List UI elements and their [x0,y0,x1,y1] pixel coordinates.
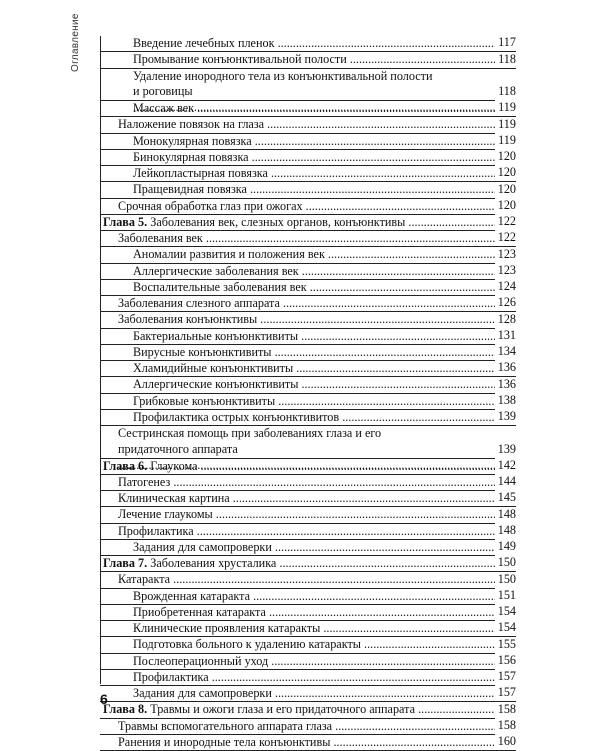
toc-chapter [100,459,516,475]
toc-entry-title: Воспалительные заболевания век [133,279,307,294]
toc-entry-page: 144 [495,474,516,490]
toc-entry-title-cont: придаточного аппарата [118,441,238,456]
toc-entry [100,524,516,540]
toc-entry-title: Травмы и ожоги глаза и его придаточного аппарата [150,702,416,717]
toc-entry-title: Пращевидная повязка [133,182,247,197]
table-of-contents [100,36,516,751]
toc-entry [100,361,516,377]
chapter-label: Глава 5. [103,214,148,229]
toc-entry-title: Введение лечебных пленок [133,36,275,50]
toc-entry-page: 155 [495,637,516,653]
toc-entry-page: 142 [495,458,516,474]
toc-entry-title: Профилактика [133,669,209,684]
toc-entry-page: 120 [495,198,516,214]
toc-entry-page: 158 [495,702,516,718]
toc-entry-page: 123 [495,263,516,279]
toc-entry-title: Задания для самопроверки [133,539,272,554]
toc-entry [100,719,516,735]
toc-entry-title: Глаукома [150,458,198,473]
toc-entry-page: 119 [495,117,516,133]
toc-entry [100,247,516,263]
toc-entry [100,621,516,637]
toc-entry-page: 128 [495,312,516,328]
running-header: Оглавление [70,13,81,72]
toc-entry-page: 139 [495,409,516,425]
toc-entry [100,280,516,296]
toc-entry-title: Лейкопластырная повязка [133,166,268,180]
toc-entry-page: 148 [495,523,516,539]
toc-entry-page: 157 [495,685,516,701]
toc-entry-page: 145 [495,490,516,506]
toc-entry-title: Катаракта [118,572,171,587]
toc-entry [100,735,516,751]
toc-entry-page: 154 [495,604,516,620]
toc-entry-title: Массаж век [133,101,195,115]
page-number: 6 [100,691,108,707]
toc-entry-page: 157 [495,669,516,685]
toc-entry-title: Заболевания век [118,231,203,245]
toc-entry-title-cont: и роговицы [133,84,193,99]
toc-chapter [100,215,516,231]
toc-entry-title: Наложение повязок на глаза [118,117,265,132]
toc-entry-title: Патогенез [118,474,171,489]
toc-entry [100,117,516,133]
toc-entry-page: 120 [495,165,516,181]
toc-entry [100,540,516,556]
toc-entry-page: 122 [495,230,516,246]
toc-entry-title: Промывание конъюнктивальной полости [133,52,347,67]
toc-entry-title: Заболевания слезного аппарата [118,296,280,310]
toc-entry [100,329,516,345]
toc-entry [100,345,516,361]
toc-entry-title: Клиническая картина [118,491,230,505]
toc-entry [100,101,516,117]
toc-entry [100,36,516,52]
toc-entry-title: Аллергические заболевания век [133,263,299,278]
toc-entry-page: 124 [495,279,516,295]
toc-entry-title: Сестринская помощь при заболеваниях глаза и его [118,426,382,440]
toc-entry-page: 117 [495,35,516,51]
toc-entry [100,134,516,150]
toc-entry-title: Аномалии развития и положения век [133,247,325,262]
toc-entry-page: 118 [495,52,516,68]
toc-entry [100,296,516,312]
toc-entry-page: 126 [495,295,516,311]
toc-entry-page: 149 [495,539,516,555]
chapter-label: Глава 8. [103,702,148,717]
toc-entry-page: 154 [495,620,516,636]
toc-entry [100,312,516,328]
toc-entry-title: Заболевания век, слезных органов, конъюнктивы [150,214,406,229]
toc-entry-title: Бактериальные конъюнктивиты [133,328,299,343]
toc-entry-title: Аллергические конъюнктивиты [133,377,299,392]
toc-entry-title: Срочная обработка глаз при ожогах [118,198,303,213]
toc-entry [100,654,516,670]
toc-entry-page: 131 [495,328,516,344]
toc-entry [100,166,516,182]
toc-entry-page: 160 [495,734,516,750]
toc-entry [100,69,516,102]
toc-entry-title: Задания для самопроверки [133,686,272,700]
toc-entry-title: Профилактика острых конъюнктивитов [133,409,340,424]
toc-entry [100,637,516,653]
toc-entry-page: 118 [495,84,516,100]
toc-entry-page: 136 [495,377,516,393]
toc-chapter [100,556,516,572]
toc-entry-page: 150 [495,555,516,571]
toc-entry-title: Подготовка больного к удалению катаракты [133,637,361,652]
toc-entry-title: Клинические проявления катаракты [133,621,321,635]
toc-entry [100,475,516,491]
toc-entry [100,670,516,686]
toc-entry [100,410,516,426]
toc-entry [100,605,516,621]
toc-entry-page: 120 [495,182,516,198]
toc-entry [100,426,516,459]
toc-entry-page: 119 [495,133,516,149]
toc-entry [100,150,516,166]
toc-entry-title: Бинокулярная повязка [133,149,249,164]
toc-entry [100,507,516,523]
toc-entry-page: 134 [495,344,516,360]
toc-entry-title: Заболевания конъюнктивы [118,312,258,327]
toc-entry-page: 123 [495,247,516,263]
toc-entry [100,264,516,280]
chapter-label: Глава 6. [103,458,148,473]
toc-entry-page: 120 [495,149,516,165]
toc-entry-page: 136 [495,360,516,376]
toc-entry [100,686,516,702]
chapter-label: Глава 7. [103,556,148,570]
toc-entry-page: 151 [495,588,516,604]
toc-entry-title: Грибковые конъюнктивиты [133,393,276,408]
toc-entry-title: Заболевания хрусталика [150,556,277,570]
toc-entry [100,491,516,507]
toc-entry-title: Приобретенная катаракта [133,604,266,619]
toc-entry-title: Вирусные конъюнктивиты [133,344,272,359]
toc-entry [100,182,516,198]
toc-entry [100,199,516,215]
toc-entry-page: 156 [495,653,516,669]
toc-entry-page: 122 [495,214,516,230]
toc-entry-page: 158 [495,718,516,734]
toc-entry-title: Ранения и инородные тела конъюнктивы [118,734,331,749]
toc-entry-title: Хламидийные конъюнктивиты [133,361,294,375]
toc-entry-title: Удаление инородного тела из конъюнктивальной полости [133,68,433,83]
toc-entry [100,589,516,605]
toc-entry-page: 138 [495,393,516,409]
toc-entry-title: Врожденная катаракта [133,588,251,603]
toc-entry [100,572,516,588]
toc-entry-title: Профилактика [118,523,194,538]
toc-chapter [100,702,516,718]
toc-entry-page: 139 [495,442,516,458]
toc-entry-page: 119 [495,100,516,116]
toc-entry-page: 148 [495,507,516,523]
toc-entry [100,52,516,68]
toc-entry-title: Лечение глаукомы [118,507,213,522]
toc-entry-title: Послеоперационный уход [133,653,269,668]
toc-entry [100,231,516,247]
toc-entry [100,394,516,410]
toc-entry [100,377,516,393]
toc-entry-title: Травмы вспомогательного аппарата глаза [118,718,333,733]
toc-entry-title: Монокулярная повязка [133,133,252,148]
toc-entry-page: 150 [495,572,516,588]
